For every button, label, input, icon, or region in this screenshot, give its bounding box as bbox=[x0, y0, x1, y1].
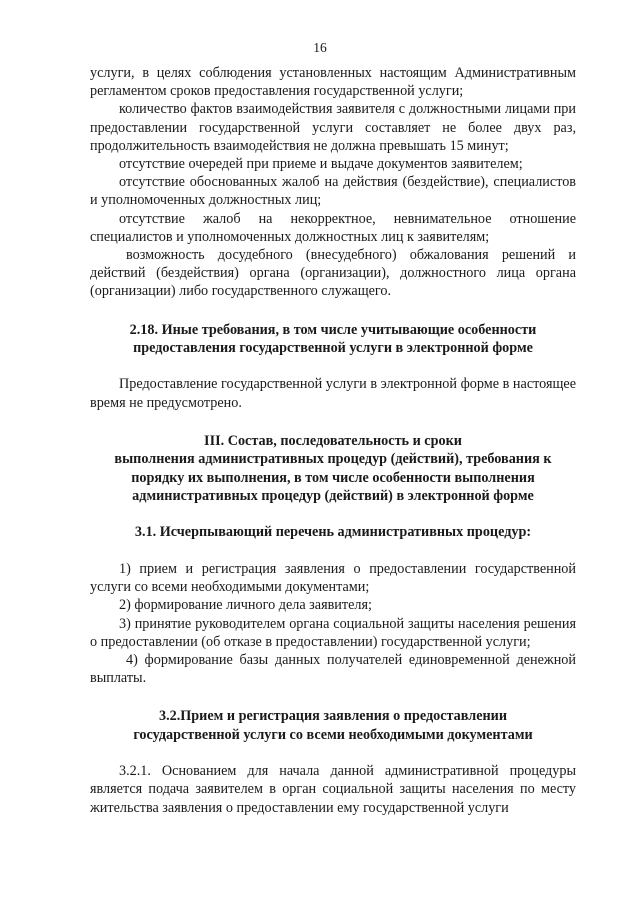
paragraph: возможность досудебного (внесудебного) обжалования решений и действий (бездействия) органа (организации), должностного лица органа (организации) либо государственного служащего. bbox=[90, 247, 576, 300]
heading-line: 3.2.Прием и регистрация заявления о предоставлении bbox=[158, 708, 508, 725]
heading-line: выполнения административных процедур (действий), требования к bbox=[114, 451, 552, 468]
list-item: 4) формирование базы данных получателей единовременной денежной выплаты. bbox=[90, 651, 576, 687]
heading-line: государственной услуги со всеми необходимыми документами bbox=[133, 726, 533, 743]
section-2-18-text: Предоставление государственной услуги в электронной форме в настоящее время не предусмотрено. bbox=[90, 376, 576, 411]
paragraph: количество фактов взаимодействия заявителя с должностными лицами при предоставлении государственной услуги составляет не более двух раз, продолжительность взаимодействия не должна превышать 15 минут; bbox=[90, 101, 576, 154]
heading-line: III. Состав, последовательность и сроки bbox=[204, 432, 462, 449]
section-3-2-text: 3.2.1. Основанием для начала данной административной процедуры является подача заявителем в орган социальной защиты населения по месту жительства заявления о предоставлении ему государственной услуги bbox=[90, 763, 576, 816]
section-3-2-heading bbox=[90, 707, 576, 744]
list-item: 1) прием и регистрация заявления о предоставлении государственной услуги со всеми необходимыми документами; bbox=[90, 560, 576, 596]
document-body bbox=[90, 64, 576, 817]
heading-line: порядку их выполнения, в том числе особенности выполнения bbox=[131, 469, 535, 486]
section-III-heading bbox=[90, 432, 576, 506]
paragraph: отсутствие обоснованных жалоб на действия (бездействие), специалистов и уполномоченных должностных лиц; bbox=[90, 174, 576, 209]
list-item: 3) принятие руководителем органа социальной защиты населения решения о предоставлении (об отказе в предоставлении) государственной услуги; bbox=[90, 615, 576, 650]
paragraph: отсутствие очередей при приеме и выдаче документов заявителем; bbox=[119, 156, 523, 173]
section-2-18-heading bbox=[90, 321, 576, 358]
paragraph: отсутствие жалоб на некорректное, невнимательное отношение специалистов и уполномоченных должностных лиц к заявителям; bbox=[90, 210, 576, 245]
heading-line: административных процедур (действий) в электронной форме bbox=[132, 488, 534, 505]
section-3-1-heading: 3.1. Исчерпывающий перечень административных процедур: bbox=[134, 524, 532, 541]
page-number: 16 bbox=[313, 40, 327, 55]
list-item: 2) формирование личного дела заявителя; bbox=[119, 597, 372, 614]
paragraph: услуги, в целях соблюдения установленных настоящим Административным регламентом сроков предоставления государственной услуги; bbox=[90, 65, 576, 100]
heading-line: 2.18. Иные требования, в том числе учитывающие особенности bbox=[129, 321, 537, 338]
heading-line: предоставления государственной услуги в электронной форме bbox=[133, 340, 533, 357]
